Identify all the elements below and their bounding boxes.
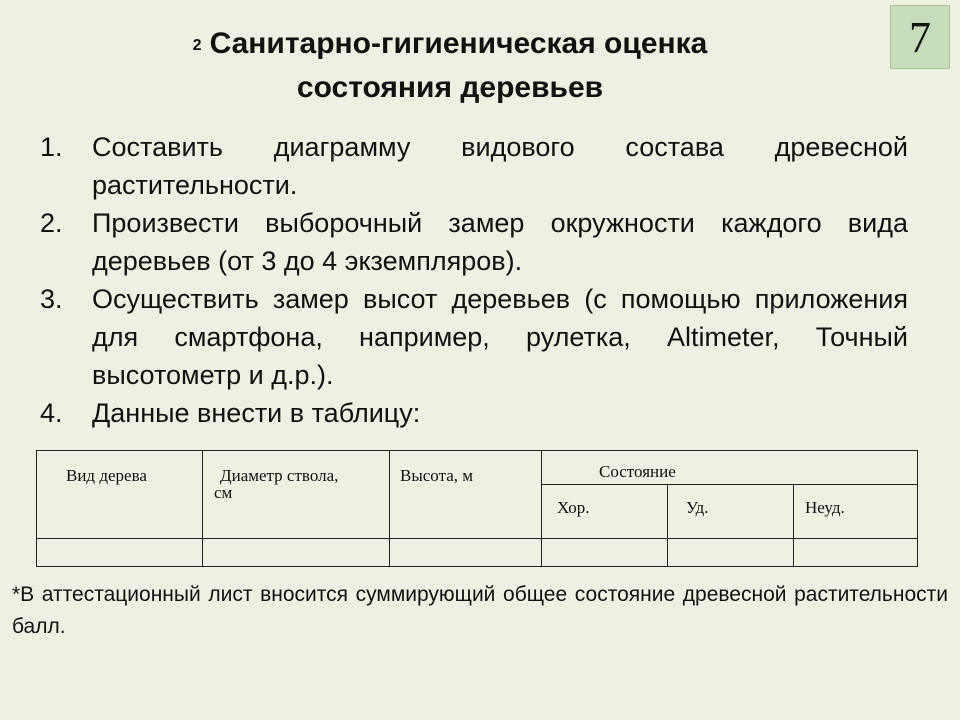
table-border-right <box>917 450 918 567</box>
page-title <box>60 22 840 110</box>
title-text-1: Санитарно-гигиеническая оценка <box>209 27 708 60</box>
table-cell-empty[interactable] <box>794 539 917 566</box>
step-text: Составить диаграмму видового состава древесной растительности. <box>92 132 908 200</box>
header-height: Высота, м <box>400 466 474 485</box>
header-condition-satisfactory: Уд. <box>686 498 709 517</box>
step-item-3 <box>40 280 908 394</box>
footnote-text: *В аттестационный лист вносится суммирующий общее состояние древесной растительности балл. <box>12 583 948 638</box>
step-text: Данные внести в таблицу: <box>92 398 421 428</box>
slide-number-badge: 7 <box>890 5 950 69</box>
title-line-1 <box>60 22 840 66</box>
table-cell-empty[interactable] <box>542 539 667 566</box>
step-item-1 <box>40 128 908 204</box>
header-condition-good: Хор. <box>557 498 590 517</box>
step-item-2 <box>40 204 908 280</box>
footnote-marker: 2 <box>192 37 202 54</box>
table-cell-empty[interactable] <box>37 539 202 566</box>
steps-list <box>40 128 908 432</box>
step-number: 1. <box>40 132 63 162</box>
step-text: Произвести выборочный замер окружности каждого вида деревьев (от 3 до 4 экземпляров). <box>92 208 908 276</box>
table-cell-empty[interactable] <box>203 539 389 566</box>
table-border-bottom <box>36 566 918 567</box>
header-tree-type: Вид дерева <box>66 466 147 485</box>
title-line-2: состояния деревьев <box>296 71 604 104</box>
step-number: 4. <box>40 398 63 428</box>
header-diameter: Диаметр ствола, <box>220 466 339 485</box>
table-border-top <box>36 450 918 451</box>
step-text: Осуществить замер высот деревьев (с помощью приложения для смартфона, например, рулетка, Altimeter, Точный высотометр и д.р.). <box>92 284 908 390</box>
table-cell-empty[interactable] <box>390 539 541 566</box>
header-condition: Состояние <box>599 462 676 481</box>
table-rule-subheader <box>541 484 918 485</box>
header-diameter-unit: см <box>214 483 233 502</box>
step-number: 2. <box>40 208 63 238</box>
step-number: 3. <box>40 284 63 314</box>
table-cell-empty[interactable] <box>668 539 793 566</box>
step-item-4 <box>40 394 908 432</box>
header-condition-unsatisfactory: Неуд. <box>805 498 845 517</box>
tree-data-table <box>36 450 918 567</box>
